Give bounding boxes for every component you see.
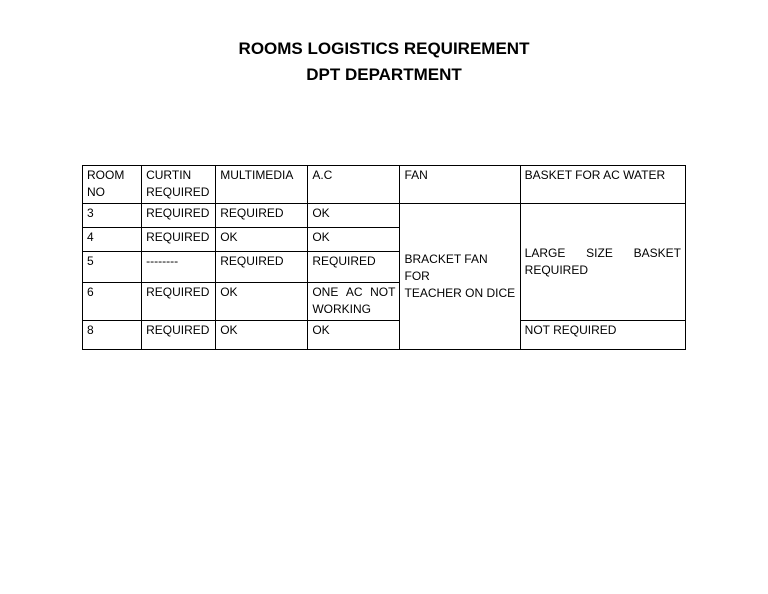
cell-curtin: REQUIRED [142, 204, 216, 228]
cell-ac: OK [308, 321, 400, 350]
cell-multimedia: OK [216, 321, 308, 350]
cell-ac: REQUIRED [308, 252, 400, 283]
ac-word-not: NOT [370, 285, 396, 299]
cell-multimedia: OK [216, 283, 308, 321]
cell-basket-last: NOT REQUIRED [520, 321, 685, 350]
header-room-no: ROOM NO [83, 166, 142, 204]
cell-basket-merged: LARGE SIZE BASKET REQUIRED [520, 204, 685, 321]
cell-room: 3 [83, 204, 142, 228]
header-curtin: CURTIN REQUIRED [142, 166, 216, 204]
header-fan: FAN [400, 166, 520, 204]
cell-multimedia: REQUIRED [216, 252, 308, 283]
ac-word-one: ONE [312, 285, 339, 299]
basket-word-size: SIZE [586, 245, 613, 260]
cell-curtin: REQUIRED [142, 283, 216, 321]
ac-line-1 [312, 284, 395, 301]
cell-ac: ONE AC NOT WORKING [308, 283, 400, 321]
cell-room: 6 [83, 283, 142, 321]
table-row [83, 321, 686, 350]
title-line-1: ROOMS LOGISTICS REQUIREMENT [238, 39, 530, 58]
basket-line-1 [525, 245, 681, 262]
header-multimedia: MULTIMEDIA [216, 166, 308, 204]
document-title [0, 36, 768, 88]
cell-ac: OK [308, 204, 400, 228]
cell-curtin: REQUIRED [142, 321, 216, 350]
title-line-2: DPT DEPARTMENT [306, 65, 462, 84]
cell-fan-merged: BRACKET FAN FOR TEACHER ON DICE [400, 204, 520, 350]
basket-word-large: LARGE [524, 245, 566, 260]
table-header-row [83, 166, 686, 204]
cell-curtin: -------- [142, 252, 216, 283]
basket-word-basket: BASKET [633, 245, 681, 260]
cell-multimedia: OK [216, 228, 308, 252]
ac-word-ac: AC [345, 285, 363, 299]
cell-curtin: REQUIRED [142, 228, 216, 252]
cell-multimedia: REQUIRED [216, 204, 308, 228]
header-basket: BASKET FOR AC WATER [520, 166, 685, 204]
cell-ac: OK [308, 228, 400, 252]
cell-room: 4 [83, 228, 142, 252]
header-ac: A.C [308, 166, 400, 204]
table-row [83, 204, 686, 228]
logistics-table [82, 165, 686, 350]
cell-room: 8 [83, 321, 142, 350]
cell-room: 5 [83, 252, 142, 283]
